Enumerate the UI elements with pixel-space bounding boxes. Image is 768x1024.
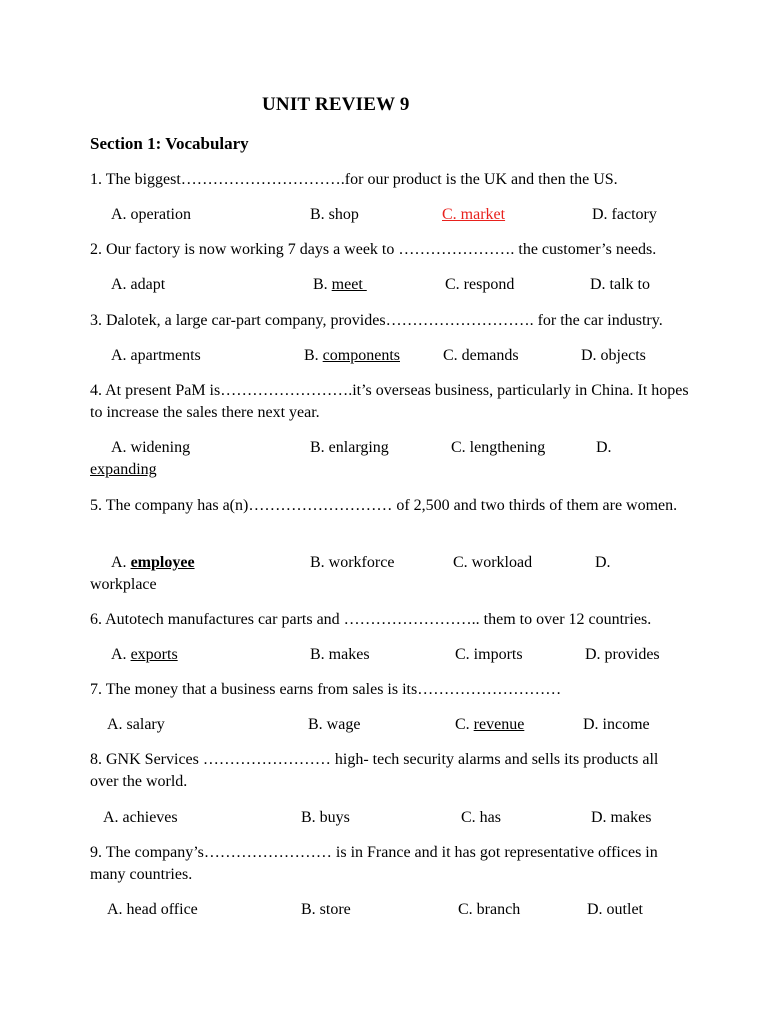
option-a-answer: exports [130, 646, 178, 663]
option-a: A. widening [111, 439, 191, 456]
option-b-prefix: B. [313, 276, 332, 293]
option-b-answer: meet [331, 276, 367, 293]
option-c: C. branch [458, 901, 521, 918]
option-d: D. talk to [590, 276, 650, 293]
option-a [111, 644, 178, 666]
option-c-answer: revenue [473, 716, 525, 733]
option-a-prefix: A. [111, 554, 131, 571]
options-3 [0, 345, 768, 367]
option-d: D. provides [585, 646, 660, 663]
option-a: A. head office [107, 901, 198, 918]
section-heading: Section 1: Vocabulary [90, 134, 249, 153]
option-d: D. [595, 554, 611, 571]
option-c: C. demands [443, 347, 519, 364]
options-7 [0, 714, 768, 736]
option-c: C. has [461, 809, 501, 826]
option-a: A. salary [107, 716, 165, 733]
option-a: A. operation [111, 206, 191, 223]
option-d: D. outlet [587, 901, 643, 918]
option-d-wrapped: workplace [90, 576, 157, 593]
options-1 [0, 204, 768, 226]
option-b: B. shop [310, 206, 359, 223]
question-6: 6. Autotech manufactures car parts and …………………….. them to over 12 countries. [90, 611, 652, 628]
option-b: B. makes [310, 646, 370, 663]
option-c-answer: C. market [442, 206, 506, 223]
question-9: 9. The company’s…………………… is in France and it has got representative offices in many countries. [90, 844, 658, 883]
option-c: C. workload [453, 554, 533, 571]
question-5: 5. The company has a(n)……………………… of 2,500 and two thirds of them are women. [90, 497, 678, 514]
options-4 [0, 437, 768, 459]
options-5 [0, 552, 768, 574]
options-2 [0, 274, 768, 296]
option-d: D. [596, 439, 612, 456]
option-c: C. respond [445, 276, 515, 293]
option-d: D. income [583, 716, 650, 733]
option-b: B. enlarging [310, 439, 389, 456]
option-d: D. objects [581, 347, 646, 364]
option-a [111, 552, 195, 574]
option-b-prefix: B. [304, 347, 323, 364]
option-a-prefix: A. [111, 646, 131, 663]
option-b [313, 274, 367, 296]
question-7: 7. The money that a business earns from sales is its……………………… [90, 681, 562, 698]
option-c-prefix: C. [455, 716, 474, 733]
option-b-answer: components [322, 347, 400, 364]
question-4: 4. At present PaM is…………………….it’s overseas business, particularly in China. It hopes to increase the sales there next year. [90, 382, 689, 421]
option-c: C. imports [455, 646, 523, 663]
option-b: B. wage [308, 716, 361, 733]
option-b: B. store [301, 901, 351, 918]
question-3: 3. Dalotek, a large car-part company, provides………………………. for the car industry. [90, 312, 663, 329]
option-b [304, 345, 400, 367]
question-1: 1. The biggest………………………….for our product is the UK and then the US. [90, 171, 618, 188]
option-c [455, 714, 524, 736]
option-a: A. apartments [111, 347, 201, 364]
option-d: D. factory [592, 206, 657, 223]
options-6 [0, 644, 768, 666]
options-8 [0, 807, 768, 829]
option-d-answer-wrapped: expanding [90, 461, 157, 478]
option-b: B. buys [301, 809, 350, 826]
options-9 [0, 899, 768, 921]
option-a: A. adapt [111, 276, 166, 293]
question-2: 2. Our factory is now working 7 days a week to …………………. the customer’s needs. [90, 241, 657, 258]
option-b: B. workforce [310, 554, 395, 571]
question-8: 8. GNK Services …………………… high- tech security alarms and sells its products all over the world. [90, 751, 659, 790]
option-d: D. makes [591, 809, 652, 826]
page-title: UNIT REVIEW 9 [262, 94, 410, 115]
option-c: C. lengthening [451, 439, 546, 456]
option-a: A. achieves [103, 809, 178, 826]
option-a-answer: employee [130, 554, 195, 571]
